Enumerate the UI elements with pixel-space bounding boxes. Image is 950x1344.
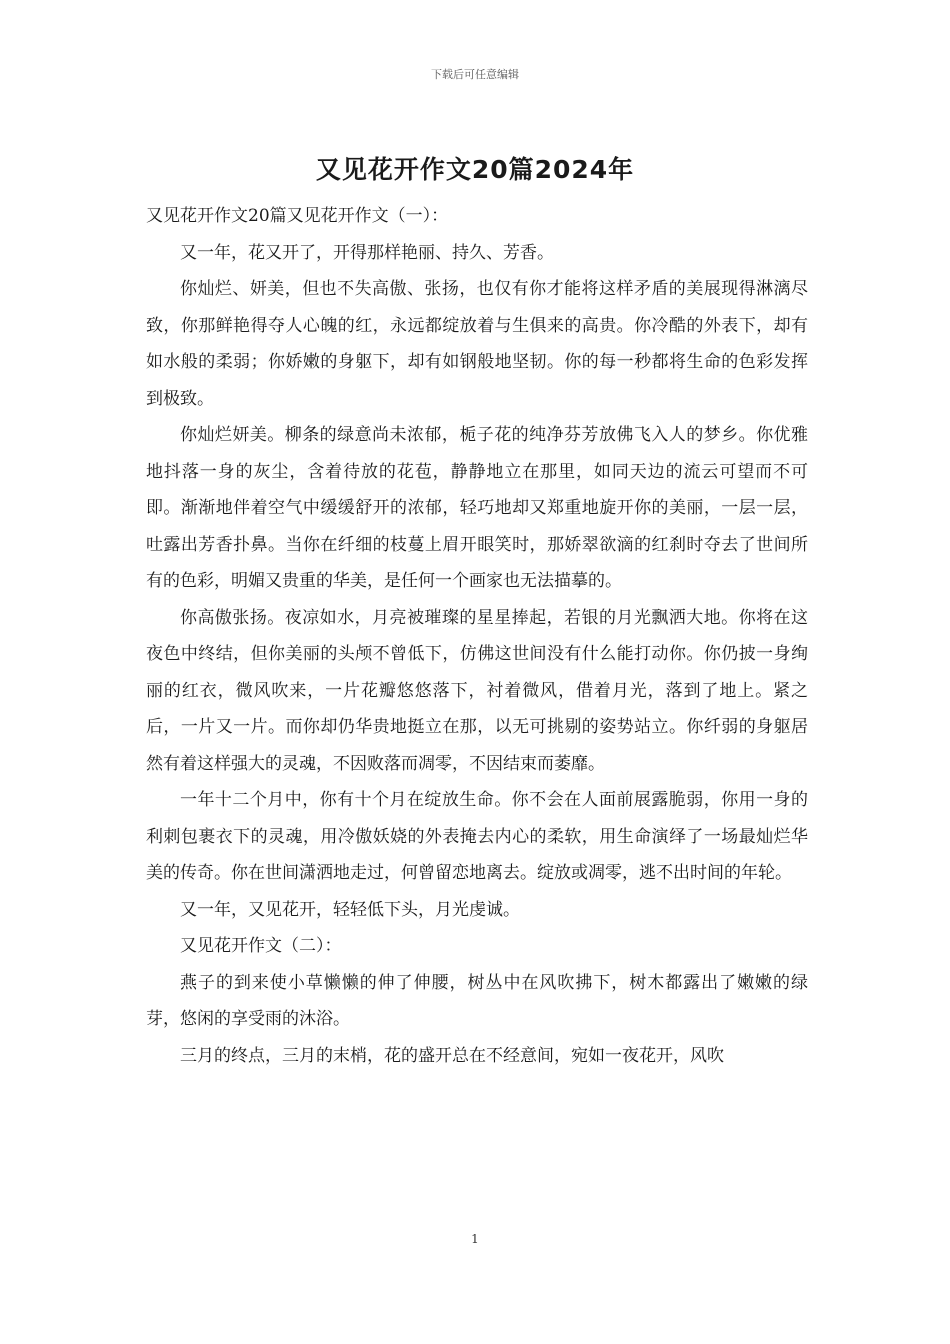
paragraph: 一年十二个月中，你有十个月在绽放生命。你不会在人面前展露脆弱，你用一身的利刺包裹衣下的灵魂，用冷傲妖娆的外表掩去内心的柔软，用生命演绎了一场最灿烂华美的传奇。你在世间潇洒地走过，何曾留恋地离去。绽放或凋零，逃不出时间的年轮。 bbox=[146, 790, 808, 883]
document-body bbox=[146, 198, 808, 1074]
paragraph: 又一年，花又开了，开得那样艳丽、持久、芳香。 bbox=[180, 242, 554, 263]
paragraph-subtitle: 又见花开作文20篇又见花开作文（一）： bbox=[146, 206, 449, 226]
paragraph-section-heading: 又见花开作文（二）： bbox=[180, 936, 342, 956]
paragraph: 你灿烂妍美。柳条的绿意尚未浓郁，栀子花的纯净芬芳放佛飞入人的梦乡。你优雅地抖落一身的灰尘，含着待放的花苞，静静地立在那里，如同天边的流云可望而不可即。渐渐地伴着空气中缓缓舒开的浓郁，轻巧地却又郑重地旋开你的美丽，一层一层，吐露出芳香扑鼻。当你在纤细的枝蔓上眉开眼笑时，那娇翠欲滴的红刹时夺去了世间所有的色彩，明媚又贵重的华美，是任何一个画家也无法描摹的。 bbox=[146, 425, 808, 591]
paragraph: 又一年，又见花开，轻轻低下头，月光虔诚。 bbox=[180, 899, 520, 920]
page-number: 1 bbox=[471, 1232, 479, 1246]
paragraph: 你高傲张扬。夜凉如水，月亮被璀璨的星星捧起，若银的月光飘洒大地。你将在这夜色中终结，但你美丽的头颅不曾低下，仿佛这世间没有什么能打动你。你仍披一身绚丽的红衣，微风吹来，一片花瓣悠悠落下，衬着微风，借着月光，落到了地上。紧之后，一片又一片。而你却仍华贵地挺立在那，以无可挑剔的姿势站立。你纤弱的身躯居然有着这样强大的灵魂，不因败落而凋零，不因结束而萎靡。 bbox=[146, 607, 808, 774]
document-title: 又见花开作文20篇2024年 bbox=[315, 155, 635, 184]
page-header-note: 下载后可任意编辑 bbox=[431, 68, 519, 81]
paragraph: 燕子的到来使小草懒懒的伸了伸腰，树丛中在风吹拂下，树木都露出了嫩嫩的绿芽，悠闲的享受雨的沐浴。 bbox=[146, 972, 808, 1029]
paragraph: 你灿烂、妍美，但也不失高傲、张扬，也仅有你才能将这样矛盾的美展现得淋漓尽致，你那鲜艳得夺人心魄的红，永远都绽放着与生俱来的高贵。你冷酷的外表下，却有如水般的柔弱；你娇嫩的身躯下，却有如钢般地坚韧。你的每一秒都将生命的色彩发挥到极致。 bbox=[146, 279, 808, 409]
paragraph: 三月的终点，三月的末梢，花的盛开总在不经意间，宛如一夜花开，风吹 bbox=[180, 1045, 724, 1066]
